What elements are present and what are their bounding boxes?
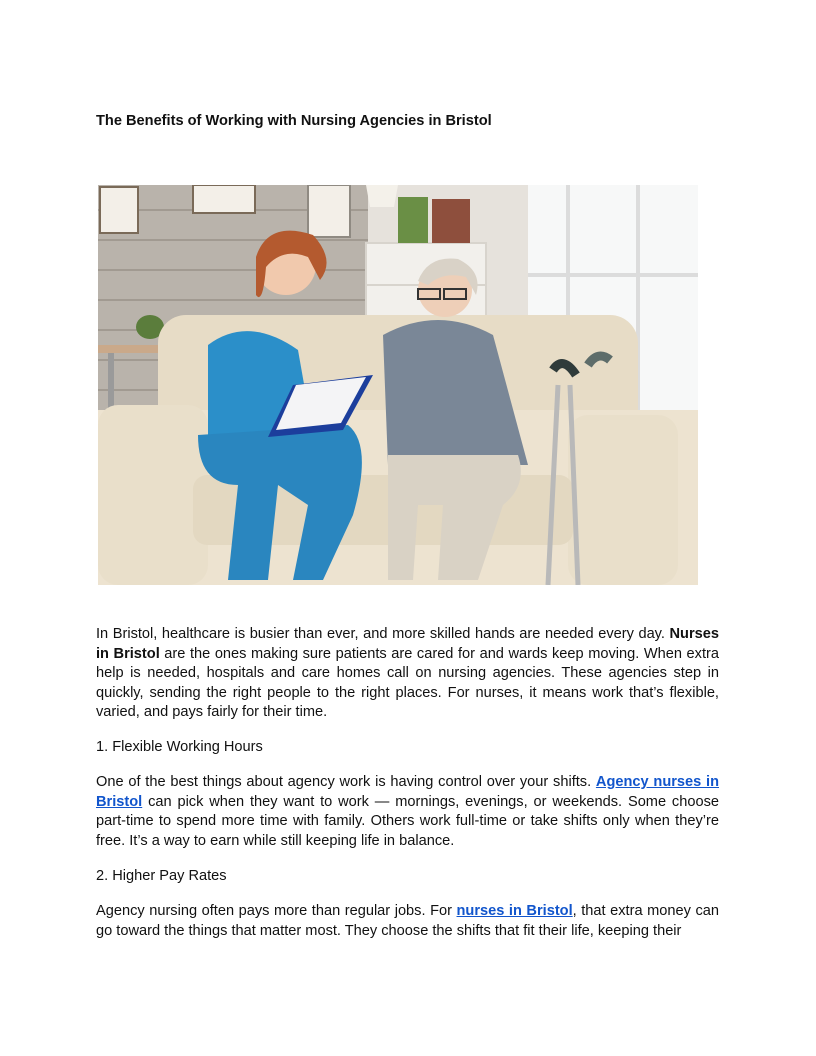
nurse-patient-photo (98, 185, 698, 585)
intro-bold-phrase: Nurses in Bristol (96, 626, 719, 662)
section1-text-1: One of the best things about agency work is having control over your shifts. (96, 774, 596, 790)
section1-heading: 1. Flexible Working Hours (96, 739, 263, 755)
intro-text-2: are the ones making sure patients are cared for and wards keep moving. When extra help is needed, hospitals and care homes call on nursing agencies. These agencies step in quickly, sending the right people to the right places. For nurses, it means work that’s flexible, varied, and pays fairly for their time. (96, 645, 719, 720)
section2-text-1: Agency nursing often pays more than regular jobs. For (96, 903, 457, 919)
section2-heading: 2. Higher Pay Rates (96, 868, 227, 884)
intro-text-1: In Bristol, healthcare is busier than ever, and more skilled hands are needed every day. (96, 626, 670, 642)
section2-text-2: , that extra money can go toward the things that matter most. They choose the shifts that fit their life, keeping their (96, 903, 719, 939)
section2-paragraph (96, 902, 719, 941)
section1-paragraph (96, 773, 719, 851)
photo-illustration (98, 185, 698, 585)
intro-paragraph (96, 625, 719, 723)
document-title: The Benefits of Working with Nursing Agencies in Bristol (96, 113, 492, 129)
agency-nurses-link[interactable]: Agency nurses in Bristol (96, 774, 719, 810)
section1-text-2: can pick when they want to work — mornings, evenings, or weekends. Some choose part-time to spend more time with family. Others work full-time or take shifts only when they’re free. It’s a way to earn while still keeping life in balance. (96, 793, 719, 849)
nurses-in-bristol-link[interactable]: nurses in Bristol (456, 903, 573, 919)
